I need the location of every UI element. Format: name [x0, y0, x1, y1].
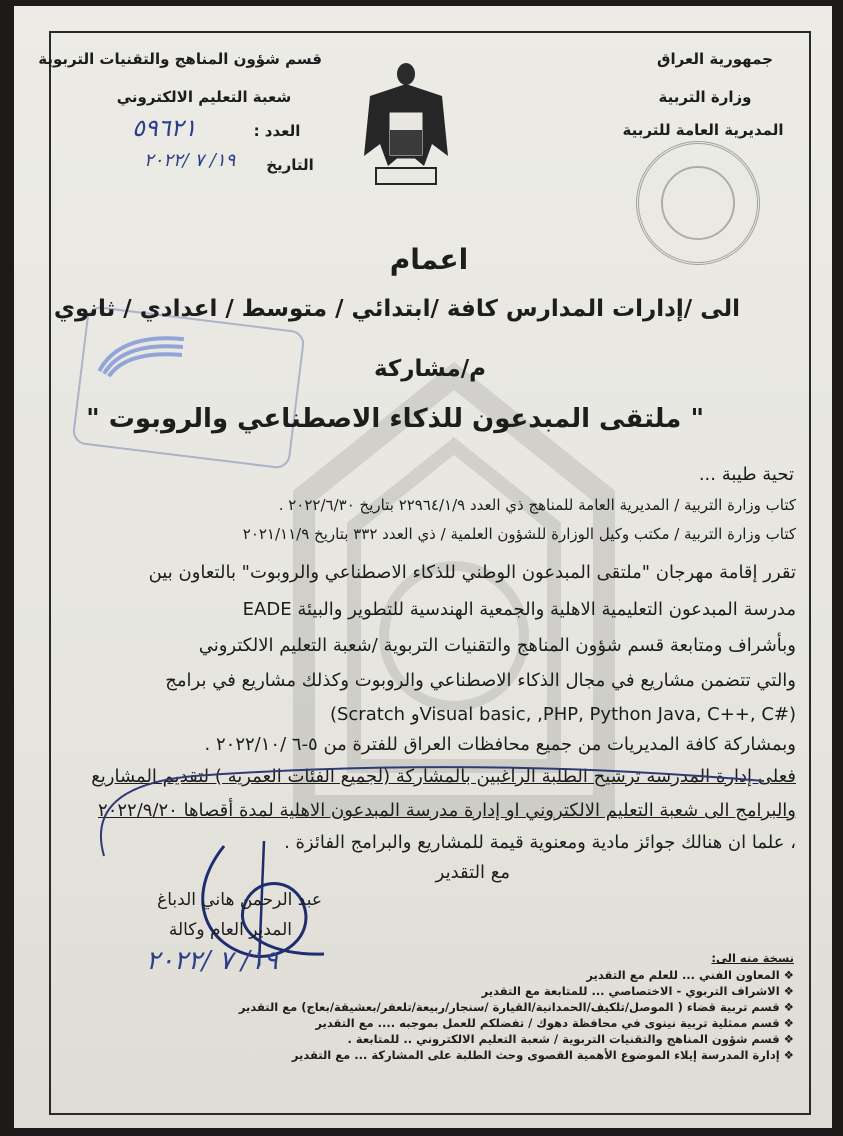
number-value: ٥٩٦٢١: [132, 114, 197, 142]
header-country: جمهورية العراق: [657, 50, 773, 68]
paragraph-line-8: والبرامج الى شعبة التعليم الالكتروني او إدارة مدرسة المبدعون الاهلية لمدة أقصاها ٢٠٢٢/٩/٢٠: [98, 800, 796, 821]
header-department: قسم شؤون المناهج والتقنيات التربوية: [38, 50, 322, 68]
copies-item-text: إدارة المدرسة إيلاء الموضوع الأهمية القصوى وحث الطلبة على المشاركة ... مع التقدير: [291, 1048, 780, 1062]
header-ministry: وزارة التربية: [658, 88, 752, 106]
signatory-title: المدير العام وكالة: [168, 920, 292, 940]
copies-item-text: قسم شؤون المناهج والتقنيات التربوية / شعبة التعليم الالكتروني .. للمتابعة .: [347, 1032, 780, 1046]
number-label: العدد :: [253, 122, 301, 140]
iraq-eagle-emblem: [360, 56, 452, 188]
paragraph-line-3: وبأشراف ومتابعة قسم شؤون المناهج والتقنيات التربوية /شعبة التعليم الالكتروني: [198, 635, 796, 656]
paragraph-line-1: تقرر إقامة مهرجان "ملتقى المبدعون الوطني للذكاء الاصطناعي والروبوت" بالتعاون بين: [148, 562, 796, 583]
paragraph-line-7: فعلى إدارة المدرسة ترشيح الطلبة الراغبين بالمشاركة (لجميع الفئات العمرية ) لتقديم المشاريع: [91, 766, 796, 787]
copies-item: ❖ قسم ممثلية تربية نينوى في محافظة دهوك / تفضلكم للعمل بموجبه .... مع التقدير: [315, 1016, 794, 1030]
copies-item-text: المعاون الفني ... للعلم مع التقدير: [586, 968, 780, 982]
circular-title: اعمام: [389, 243, 469, 276]
event-title: " ملتقى المبدعون للذكاء الاصطناعي والروبوت ": [86, 404, 704, 434]
copies-item: ❖ قسم شؤون المناهج والتقنيات التربوية / شعبة التعليم الالكتروني .. للمتابعة .: [347, 1032, 794, 1046]
signature-date: ١٩/ ٧ /٢٠٢٢: [146, 946, 278, 976]
greeting: تحية طيبة ...: [698, 464, 794, 485]
copies-item-text: قسم ممثلية تربية نينوى في محافظة دهوك / تفضلكم للعمل بموجبه .... مع التقدير: [315, 1016, 780, 1030]
paragraph-line-2: مدرسة المبدعون التعليمية الاهلية والجمعية الهندسية للتطوير والبيئة EADE: [242, 599, 796, 620]
paragraph-line-6: وبمشاركة كافة المديريات من جميع محافظات العراق للفترة من ٥-٦ /٢٠٢٢/١٠ .: [204, 734, 796, 755]
copies-item: ❖ الاشراف التربوي - الاختصاصي ... للمتابعة مع التقدير: [481, 984, 794, 998]
stamp-logo-icon: [94, 321, 190, 387]
signatory-name: عبد الرحمن هاني الدباغ: [157, 890, 322, 910]
copies-item-text: قسم تربية قضاء ( الموصل/تلكيف/الحمدانية/القيارة /سنجار/ربيعة/تلعفر/بعشيقة/بعاج) مع التقدير: [238, 1000, 780, 1014]
paragraph-line-4: والتي تتضمن مشاريع في مجال الذكاء الاصطناعي والروبوت وكذلك مشاريع في برامج: [165, 670, 796, 691]
directorate-stamp: [71, 305, 305, 470]
official-seal: [636, 141, 760, 265]
header-directorate: المديرية العامة للتربية: [622, 121, 784, 139]
reference-1: كتاب وزارة التربية / المديرية العامة للمناهج ذي العدد ٢٢٩٦٤/١/٩ بتاريخ ٢٠٢٢/٦/٣٠ .: [278, 496, 796, 514]
copies-item-text: الاشراف التربوي - الاختصاصي ... للمتابعة مع التقدير: [481, 984, 780, 998]
header-section: شعبة التعليم الالكتروني: [116, 88, 292, 106]
copies-heading: نسخة منه الى:: [711, 951, 794, 965]
date-label: التاريخ: [266, 156, 314, 174]
date-value: ١٩/ ٧ /٢٠٢٢: [144, 150, 236, 171]
reference-2: كتاب وزارة التربية / مكتب وكيل الوزارة للشؤون العلمية / ذي العدد ٣٣٢ بتاريخ ٢٠٢١/١١/٩: [242, 525, 796, 543]
paragraph-line-5: (Scratch وVisual basic, ,PHP, Python Java, C++, C#): [329, 704, 796, 725]
recipients-line: الى /إدارات المدارس كافة /ابتدائي / متوسط / اعدادي / ثانوي: [53, 296, 740, 322]
paragraph-line-9: ، علما ان هنالك جوائز مادية ومعنوية قيمة للمشاريع والبرامج الفائزة .: [284, 832, 796, 853]
subject-line: م/مشاركة: [373, 356, 487, 382]
document-page: [14, 6, 832, 1128]
copies-item: ❖ المعاون الفني ... للعلم مع التقدير: [586, 968, 794, 982]
copies-item: ❖ إدارة المدرسة إيلاء الموضوع الأهمية القصوى وحث الطلبة على المشاركة ... مع التقدير: [291, 1048, 794, 1062]
copies-item: ❖ قسم تربية قضاء ( الموصل/تلكيف/الحمدانية/القيارة /سنجار/ربيعة/تلعفر/بعشيقة/بعاج) مع التقدير: [238, 1000, 794, 1014]
closing: مع التقدير: [435, 862, 510, 883]
